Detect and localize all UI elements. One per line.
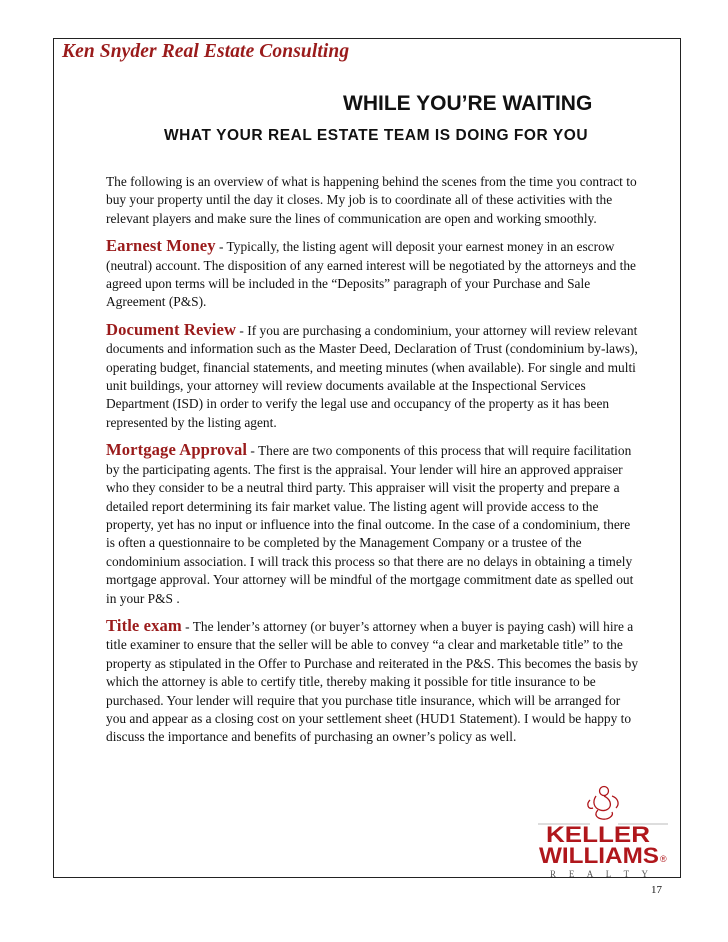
- section-text: - There are two components of this process that will require facilitation by the participating agents. The first is the appraisal. Your lender will hire an approved appraiser who they consider to be a neutral third party. This appraiser will visit the property and prepare a detailed report determining its fair market value. The listing agent will provide access to the property, yet has no input or influence into the final outcome. In the case of a condominium, there is often a questionnaire to be completed by the Management Company or a trustee of the condominium association. I will track this process so that there are no delays in obtaining a timely mortgage approval. Your attorney will be mindful of the mortgage commitment date as spelled out in your P&S .: [106, 443, 634, 606]
- keller-williams-logo: [538, 782, 668, 880]
- logo-line3: R E A L T Y: [550, 869, 648, 879]
- section-earnest-money: [106, 237, 642, 312]
- section-heading: Document Review: [106, 319, 237, 339]
- section-mortgage-approval: [106, 441, 642, 608]
- logo-line2: WILLIAMS: [539, 843, 659, 868]
- section-text: - If you are purchasing a condominium, your attorney will review relevant documents and information such as the Master Deed, Declaration of Trust (condominium by-laws), operating budget, financial statements, and meeting minutes (when available). For single and multi unit buildings, your attorney will review documents available at the Inspectional Services Department (ISD) in order to verify the legal use and occupancy of the property as it has been represented by the listing agent.: [106, 322, 638, 430]
- section-heading: Earnest Money: [106, 236, 216, 256]
- section-text: - The lender’s attorney (or buyer’s attorney when a buyer is paying cash) will hire a title examiner to ensure that the seller will be able to convey “a clear and marketable title” to the property as stipulated in the Offer to Purchase and reiterated in the P&S. This becomes the basis by which the attorney is able to certify title, thereby making it possible for title insurance to be purchased. Your lender will require that you purchase title insurance, which will be arranged for you and appear as a closing cost on your settlement sheet (HUD1 Statement). I would be happy to discuss the importance and benefits of purchasing an owner’s policy as well.: [106, 618, 639, 745]
- company-name: Ken Snyder Real Estate Consulting: [62, 41, 350, 62]
- intro-paragraph: The following is an overview of what is happening behind the scenes from the time you contract to buy your property until the day it closes. My job is to coordinate all of these activities with the relevant players and make sure the lines of communication are open and working smoothly.: [106, 174, 637, 226]
- section-text: - Typically, the listing agent will deposit your earnest money in an escrow (neutral) account. The disposition of any earned interest will be negotiated by the attorneys and the agreed upon terms will be included in the “Deposits” paragraph of your Purchase and Sale Agreement (P&S).: [106, 239, 637, 310]
- page-title: WHILE YOU’RE WAITING: [343, 92, 593, 115]
- section-heading: Title exam: [106, 615, 182, 635]
- logo-line1: KELLER: [546, 822, 651, 847]
- section-title-exam: [106, 617, 642, 747]
- section-document-review: [106, 321, 642, 432]
- page-number: 17: [651, 884, 662, 896]
- section-heading: Mortgage Approval: [106, 440, 248, 460]
- logo-figure-icon: [588, 787, 618, 820]
- registered-mark: ®: [660, 854, 667, 864]
- page-subtitle: WHAT YOUR REAL ESTATE TEAM IS DOING FOR YOU: [164, 127, 589, 144]
- document-body: [106, 173, 642, 756]
